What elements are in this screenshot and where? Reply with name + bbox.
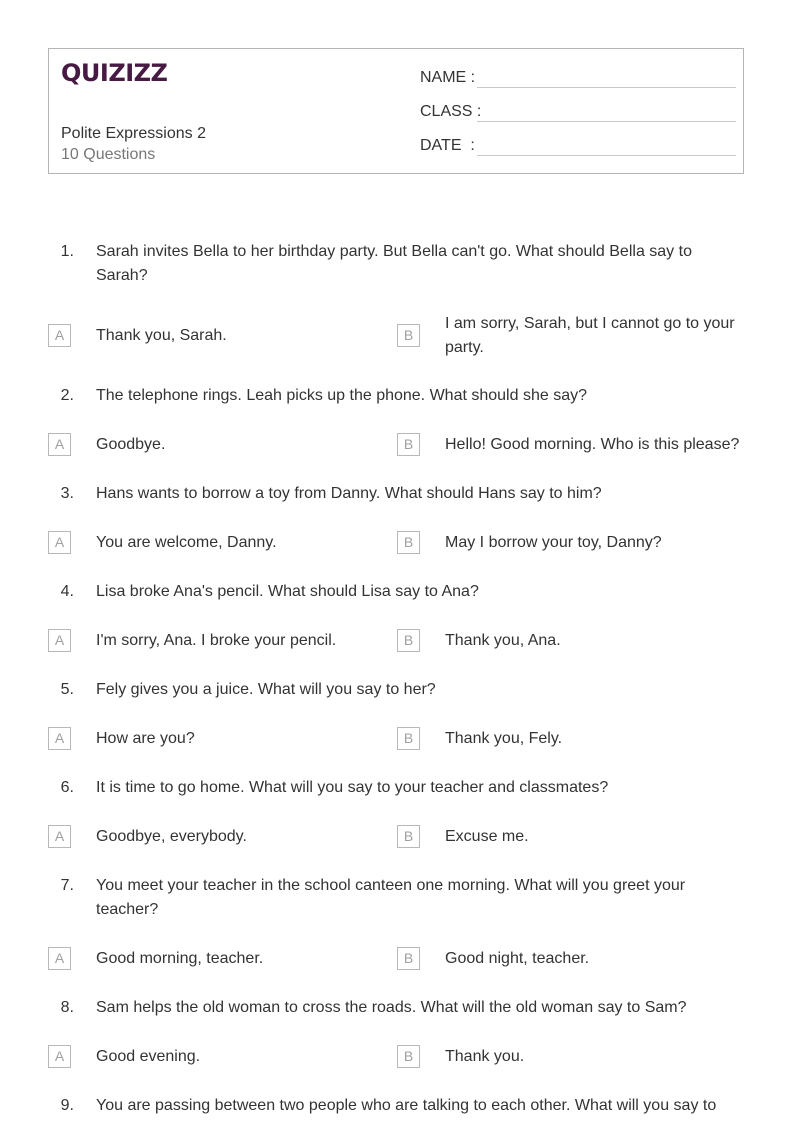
option-b-box[interactable]: B	[397, 531, 420, 554]
question-number: 7.	[60, 877, 74, 894]
question-count: 10 Questions	[61, 146, 156, 163]
option-a-box[interactable]: A	[48, 531, 71, 554]
question-text: Sam helps the old woman to cross the roads. What will the old woman say to Sam?	[96, 999, 687, 1016]
option-b-box[interactable]: B	[397, 947, 420, 970]
option-a-text: You are welcome, Danny.	[96, 534, 277, 551]
name-label: NAME :	[420, 69, 476, 86]
option-a-text: How are you?	[96, 730, 195, 747]
option-b-box[interactable]: B	[397, 727, 420, 750]
class-field[interactable]	[420, 101, 735, 125]
question-text: You meet your teacher in the school canteen one morning. What will you greet your teacher?	[96, 877, 686, 918]
option-b-box[interactable]: B	[397, 433, 420, 456]
option-b-text: Good night, teacher.	[445, 950, 590, 967]
class-label: CLASS :	[420, 103, 482, 120]
question-number: 3.	[60, 485, 74, 502]
option-a-text: Good evening.	[96, 1048, 201, 1065]
option-a-text: Goodbye.	[96, 436, 166, 453]
question-number: 2.	[60, 387, 74, 404]
question-number: 4.	[60, 583, 74, 600]
date-line	[477, 155, 736, 156]
option-a-box[interactable]: A	[48, 727, 71, 750]
date-field[interactable]	[420, 135, 735, 159]
question-text: Lisa broke Ana's pencil. What should Lisa say to Ana?	[96, 583, 479, 600]
option-b-text: Thank you, Ana.	[445, 632, 561, 649]
question-text: Hans wants to borrow a toy from Danny. What should Hans say to him?	[96, 485, 602, 502]
option-b-box[interactable]: B	[397, 629, 420, 652]
question-number: 8.	[60, 999, 74, 1016]
option-a-box[interactable]: A	[48, 947, 71, 970]
question-number: 5.	[60, 681, 74, 698]
quizizz-logo: QUIZIZZ	[61, 59, 168, 87]
question-number: 1.	[60, 243, 74, 260]
option-a-text: Goodbye, everybody.	[96, 828, 247, 845]
option-b-text: Thank you.	[445, 1048, 525, 1065]
question-text: The telephone rings. Leah picks up the phone. What should she say?	[96, 387, 587, 404]
date-label: DATE :	[420, 137, 475, 154]
name-field[interactable]	[420, 67, 735, 91]
option-b-text: I am sorry, Sarah, but I cannot go to your party.	[445, 315, 735, 356]
class-line	[477, 121, 736, 122]
option-a-box[interactable]: A	[48, 324, 71, 347]
option-a-box[interactable]: A	[48, 629, 71, 652]
option-b-box[interactable]: B	[397, 324, 420, 347]
question-number: 6.	[60, 779, 74, 796]
option-a-text: Thank you, Sarah.	[96, 327, 227, 344]
question-text: Sarah invites Bella to her birthday party. But Bella can't go. What should Bella say to Sarah?	[96, 243, 692, 284]
option-b-box[interactable]: B	[397, 825, 420, 848]
option-b-text: May I borrow your toy, Danny?	[445, 534, 662, 551]
name-line	[477, 87, 736, 88]
option-b-text: Hello! Good morning. Who is this please?	[445, 436, 740, 453]
question-text: You are passing between two people who are talking to each other. What will you say to	[96, 1097, 717, 1114]
option-b-text: Excuse me.	[445, 828, 529, 845]
option-a-box[interactable]: A	[48, 1045, 71, 1068]
option-a-text: Good morning, teacher.	[96, 950, 264, 967]
worksheet-header	[48, 48, 744, 174]
option-b-text: Thank you, Fely.	[445, 730, 563, 747]
option-a-text: I'm sorry, Ana. I broke your pencil.	[96, 632, 337, 649]
question-number: 9.	[60, 1097, 74, 1114]
option-a-box[interactable]: A	[48, 433, 71, 456]
question-text: It is time to go home. What will you say to your teacher and classmates?	[96, 779, 609, 796]
option-a-box[interactable]: A	[48, 825, 71, 848]
worksheet-title: Polite Expressions 2	[61, 125, 206, 142]
option-b-box[interactable]: B	[397, 1045, 420, 1068]
question-text: Fely gives you a juice. What will you say to her?	[96, 681, 436, 698]
